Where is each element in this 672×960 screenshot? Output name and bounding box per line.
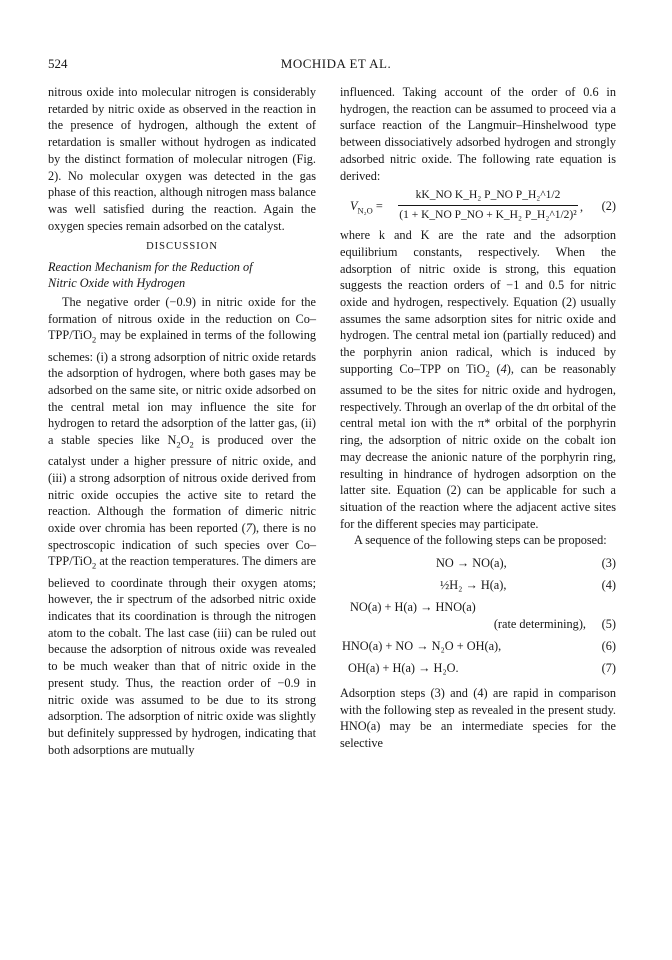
reaction-step: HNO(a) + NO → N₂O + OH(a), (6) [342, 639, 616, 654]
subsection-heading [48, 259, 316, 291]
paragraph: where k and K are the rate and the adsorption equilibrium constants, respectively. When the adsorption of nitric oxide is strong, this equation suggests the reaction orders of −1 and 0.5 for nitric oxide and hydrogen, respectively. Equation (2) usually assumes the same adsorption sites for nitric oxide and hydrogen. The central metal ion (partially reduced) and the porphyrin anion radical, which is induced by supporting Co–TPP on TiO$_2$ (4), can be reasonably assumed to be the sites for nitric oxide and hydrogen, respectively. Through an overlap of the dπ orbital of the central metal ion with the π* orbital of the porphyrin ring, the adsorption of nitric oxide on the cobalt ion may decrease the anionic nature of the porphyrin ring, resulting in hindrance of hydrogen adsorption on the latter site. Equation (2) can be applicable for such a situation of the reaction where the adjacent active sites for the different species may participate. [340, 228, 617, 531]
reaction-step: OH(a) + H(a) → H₂O. (7) [348, 661, 616, 676]
reference-link: 4 [500, 361, 507, 376]
equation-number: (2) [601, 199, 616, 214]
equation-number: (3) [601, 556, 616, 571]
equation-number: (7) [601, 661, 616, 676]
equation-number: (6) [601, 639, 616, 654]
left-column [48, 84, 316, 758]
paragraph: The negative order (−0.9) in nitric oxide for the formation of nitrous oxide in the reduction on Co–TPP/TiO$_2$ may be explained in terms of the following schemes: (i) a strong adsorption of nitric oxide retards the adsorption of hydrogen, where both gases may be adsorbed on the same site, or nitric oxide adsorbed on the central metal ion may influence the site for hydrogen to retard the adsorption of the latter gas, (ii) a stable species like $N_2O_2$ is produced over the catalyst under a higher pressure of nitric oxide, and (iii) a strong adsorption of nitrous oxide derived from nitric oxide occupies the active site to retard the reaction. Although the formation of dimeric nitric oxide over chromia has been reported (7), there is no spectroscopic indication of such species over Co–TPP/TiO$_2$ at the reaction temperatures. The dimers are believed to coordinate through their oxygen atoms; however, the ir spectrum of the adsorbed nitric oxide indicates that its coordination is through the nitrogen atom to the cobalt. The last case (iii) can be ruled out because the adsorption of nitrous oxide was revealed to be much weaker than that of nitric oxide in the present study. Thus, the reaction order of −0.9 in nitric oxide was assumed to be due to its strong adsorption. The adsorption of nitric oxide was slightly but definitely suppressed by hydrogen, indicating that both adsorptions are mutually [48, 295, 317, 757]
running-head: MOCHIDA ET AL. [280, 56, 392, 71]
page-header [48, 56, 624, 76]
subsection-heading-line: Reaction Mechanism for the Reduction of [48, 260, 253, 275]
equation-numerator: kK_NO K_H₂ P_NO P_H₂^1/2 [398, 187, 578, 206]
equation-comma: , [580, 200, 584, 215]
reaction-step: NO → NO(a), (3) [436, 556, 616, 571]
reaction-step-note: (rate determining), (5) [493, 617, 616, 632]
reaction-step: NO(a) + H(a) → HNO(a) [350, 600, 476, 615]
reference-link: 7 [245, 521, 252, 536]
equation-number: (5) [601, 617, 616, 632]
paragraph: nitrous oxide into molecular nitrogen is considerably retarded by nitric oxide as observed in the reaction in the presence of hydrogen, although the extent of retardation is smaller without hydrogen as indicated by the distinct formation of molecular nitrogen (Fig. 2). No molecular oxygen was detected in the gas phase of this reaction, although nitrogen mass balance was well satisfied during the reaction. Again the oxygen species remain adsorbed on the catalyst. [48, 85, 316, 233]
equation-lhs: $V_{N_2O}$ = [350, 199, 383, 216]
equation-denominator: (1 + K_NO P_NO + K_H₂ P_H₂^1/2)² [399, 208, 577, 221]
subsection-heading-line: Nitric Oxide with Hydrogen [48, 276, 186, 291]
paragraph: influenced. Taking account of the order of 0.6 in hydrogen, the reaction can be assumed to proceed via a surface reaction of the Langmuir–Hinshelwood type between dissociatively adsorbed hydrogen and strongly adsorbed nitric oxide. The following rate equation is derived: [340, 85, 616, 183]
section-heading: DISCUSSION [146, 241, 218, 253]
paragraph: A sequence of the following steps can be proposed: [354, 533, 607, 548]
rate-equation [340, 187, 616, 225]
equation-number: (4) [601, 578, 616, 593]
paragraph: Adsorption steps (3) and (4) are rapid in comparison with the following step as revealed in the present study. HNO(a) may be an intermediate species for the selective [340, 686, 616, 751]
equation-fraction [398, 187, 578, 223]
reaction-step: ½H₂ → H(a), (4) [440, 578, 616, 593]
page-number: 524 [48, 56, 68, 71]
right-column [340, 84, 616, 752]
